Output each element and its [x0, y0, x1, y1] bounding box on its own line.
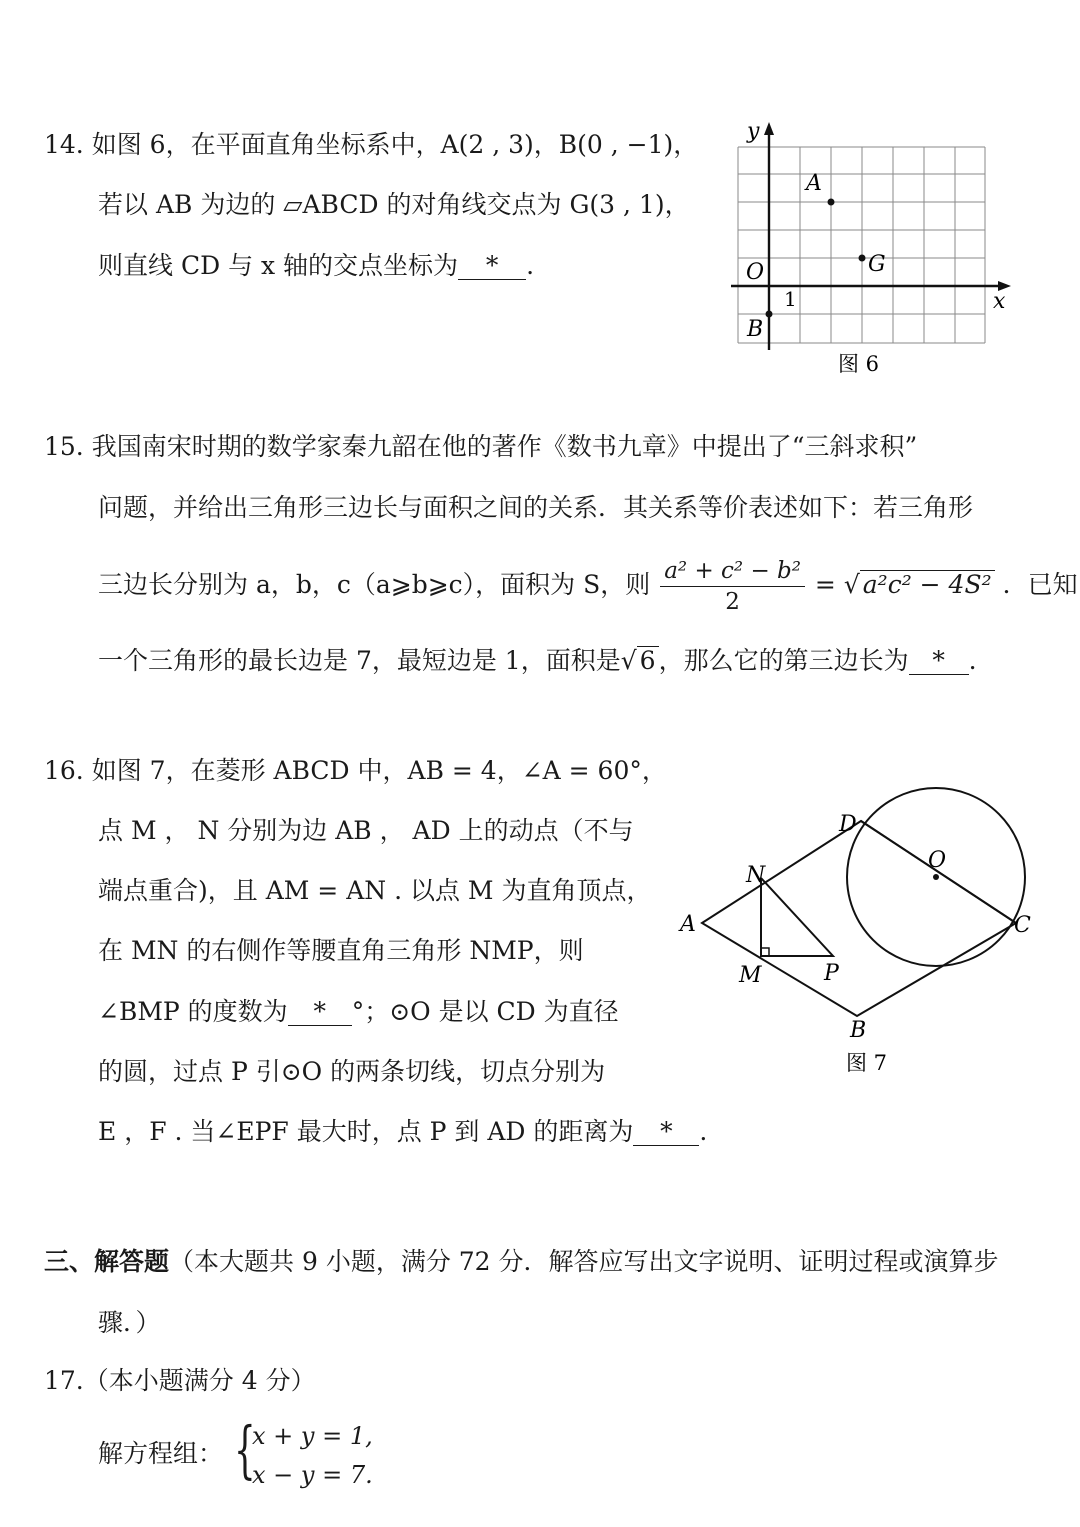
q15-text-3b: ．已知: [1002, 570, 1078, 599]
q17-prompt: [98, 1437, 223, 1471]
y-axis-label: y: [747, 119, 760, 144]
figure-7-rhombus-diagram: [676, 770, 1056, 1090]
q17-score: （本小题满分 4 分）: [83, 1366, 316, 1395]
q16-line4: [98, 934, 584, 968]
q16-text-6: 的圆，过点 P 引⊙O 的两条切线，切点分别为: [98, 1057, 606, 1086]
q16-period: .: [699, 1117, 708, 1146]
q16-text-3: 端点重合)，且 AM = AN . 以点 M 为直角顶点，: [98, 876, 652, 905]
q16-line5: [98, 995, 619, 1029]
q15-text-4: 一个三角形的最长边是 7，最短边是 1，面积是: [98, 646, 621, 675]
label-n: N: [746, 863, 766, 888]
q14-line3: [98, 249, 534, 283]
q14-text-3: 则直线 CD 与 x 轴的交点坐标为: [98, 251, 459, 280]
q15-period: .: [968, 646, 977, 675]
q16-line2: [98, 814, 634, 848]
q15-text-4b: ，那么它的第三边长为: [658, 646, 909, 675]
q17-number: 17.: [44, 1366, 84, 1395]
point-b: [766, 311, 773, 318]
q15-text-1: 我国南宋时期的数学家秦九韶在他的著作《数书九章》中提出了“三斜求积”: [91, 432, 918, 461]
section3-line1: [44, 1245, 999, 1279]
label-b: B: [850, 1018, 867, 1043]
point-a: [828, 199, 835, 206]
q16-line6: [98, 1055, 605, 1089]
point-g: [859, 255, 866, 262]
q16-line7: [98, 1115, 707, 1149]
fraction-denominator: 2: [725, 589, 740, 615]
section3-desc-1: （本大题共 9 小题，满分 72 分．解答应写出文字说明、证明过程或演算步: [169, 1247, 999, 1276]
q14-text-2: 若以 AB 为边的 ▱ABCD 的对角线交点为 G(3 , 1)，: [98, 190, 690, 219]
q16-answer-blank-2[interactable]: *: [633, 1119, 699, 1146]
q16-number: 16.: [44, 756, 84, 785]
system-brace: {: [234, 1413, 256, 1486]
center-o-dot: [933, 874, 939, 880]
label-a: A: [680, 912, 696, 937]
label-p: P: [824, 961, 839, 986]
right-angle-mark: [761, 948, 769, 956]
q14-period: .: [526, 251, 535, 280]
qin-jiushao-fraction: [660, 556, 805, 617]
equation-2: x − y = 7.: [252, 1461, 373, 1489]
y-axis-arrow: [764, 122, 774, 135]
q16-line3: [98, 874, 651, 908]
equals-sign: =: [814, 570, 836, 599]
q16-text-7: E ，F . 当∠EPF 最大时，点 P 到 AD 的距离为: [98, 1117, 634, 1146]
section3-desc-2: 骤．）: [98, 1308, 161, 1337]
sqrt-six: 6: [637, 646, 659, 675]
q16-answer-blank-1[interactable]: *: [288, 999, 352, 1026]
q15-answer-blank[interactable]: *: [909, 648, 969, 675]
fraction-numerator: a² + c² − b²: [660, 556, 805, 587]
q16-text-4: 在 MN 的右侧作等腰直角三角形 NMP，则: [98, 936, 584, 965]
q15-text-3: 三边长分别为 a，b，c（a⩾b⩾c），面积为 S，则: [98, 570, 651, 599]
label-c: C: [1014, 913, 1031, 938]
point-g-label: G: [868, 252, 886, 277]
triangle-nmp: [761, 878, 833, 956]
q17-line1: [44, 1364, 316, 1398]
q16-text-2: 点 M ， N 分别为边 AB ， AD 上的动点（不与: [98, 816, 634, 845]
q14-line2: [98, 188, 690, 222]
q15-line1: [44, 430, 917, 464]
figure-6-caption: 图 6: [838, 352, 880, 376]
section3-line2: [98, 1306, 161, 1340]
equation-1: x + y = 1,: [252, 1422, 373, 1450]
q15-text-2: 问题，并给出三角形三边长与面积之间的关系．其关系等价表述如下：若三角形: [98, 493, 974, 522]
q16-text-5b: °；⊙O 是以 CD 为直径: [351, 997, 619, 1026]
label-m: M: [739, 963, 762, 988]
section3-title: 三、解答题: [44, 1247, 170, 1276]
label-o: O: [928, 848, 947, 873]
figure-6-coordinate-grid: [725, 118, 1025, 378]
q14-number: 14.: [44, 130, 84, 159]
q16-text-5: ∠BMP 的度数为: [98, 997, 288, 1026]
q14-text-1: 如图 6，在平面直角坐标系中，A(2 , 3)，B(0 , −1)，: [91, 130, 699, 159]
figure-7-caption: 图 7: [846, 1051, 888, 1075]
q15-line3: [98, 553, 1078, 617]
sqrt-radicand: a²c² − 4S²: [860, 570, 995, 599]
q17-prompt-text: 解方程组：: [98, 1439, 224, 1468]
unit-label: 1: [784, 287, 797, 311]
q15-number: 15.: [44, 432, 84, 461]
q15-line4: [98, 644, 977, 678]
sqrt-symbol: √: [620, 646, 637, 675]
point-b-label: B: [747, 317, 764, 342]
q16-line1: [44, 754, 667, 788]
point-a-label: A: [806, 171, 822, 196]
q14-answer-blank[interactable]: *: [458, 253, 526, 280]
origin-label: O: [746, 260, 765, 285]
sqrt-symbol: √: [843, 570, 860, 599]
label-d: D: [839, 812, 857, 837]
q16-text-1: 如图 7，在菱形 ABCD 中，AB = 4，∠A = 60°，: [91, 756, 667, 785]
x-axis-label: x: [993, 289, 1006, 314]
q14-line1: [44, 128, 698, 162]
q15-line2: [98, 491, 973, 525]
